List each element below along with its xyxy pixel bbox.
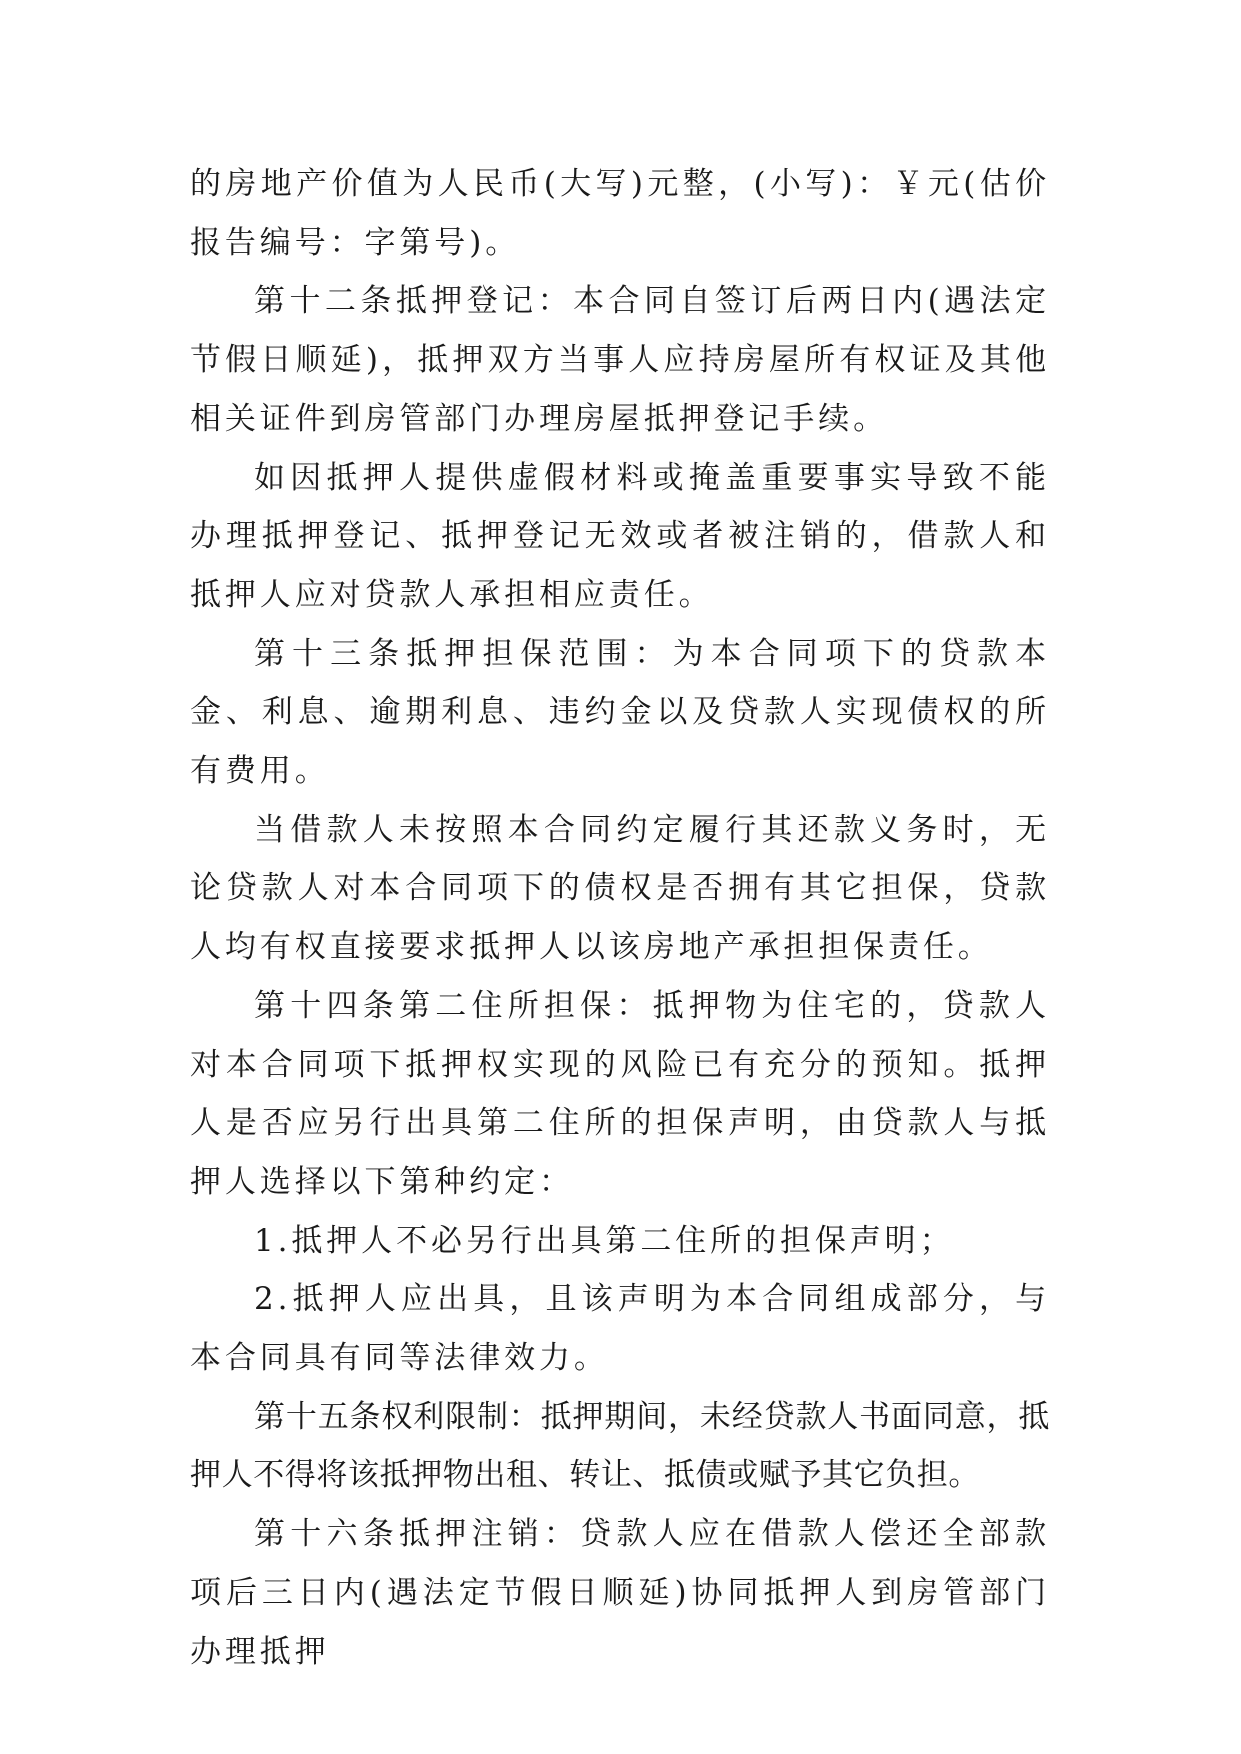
list-item-option-1: 1.抵押人不必另行出具第二住所的担保声明； [254,1222,955,1259]
paragraph-direct-claim: 当借款人未按照本合同约定履行其还款义务时，无论贷款人对本合同项下的债权是否拥有其它担保，贷款人均有权直接要求抵押人以该房地产承担担保责任。 [190,811,1050,966]
list-item-option-2: 2.抵押人应出具，且该声明为本合同组成部分，与本合同具有同等法律效力。 [190,1281,1050,1377]
paragraph-valuation: 的房地产价值为人民币(大写)元整，(小写)：￥元(估价报告编号：字第号)。 [190,166,1050,261]
paragraph-article-12: 第十二条抵押登记：本合同自签订后两日内(遇法定节假日顺延)，抵押双方当事人应持房屋所有权证及其他相关证件到房管部门办理房屋抵押登记手续。 [190,283,1050,437]
paragraph-article-14: 第十四条第二住所担保：抵押物为住宅的，贷款人对本合同项下抵押权实现的风险已有充分的预知。抵押人是否应另行出具第二住所的担保声明，由贷款人与抵押人选择以下第种约定： [190,987,1050,1200]
paragraph-article-13: 第十三条抵押担保范围：为本合同项下的贷款本金、利息、逾期利息、违约金以及贷款人实现债权的所有费用。 [190,635,1050,790]
paragraph-article-16: 第十六条抵押注销：贷款人应在借款人偿还全部款项后三日内(遇法定节假日顺延)协同抵押人到房管部门办理抵押 [190,1516,1050,1670]
paragraph-registration-liability: 如因抵押人提供虚假材料或掩盖重要事实导致不能办理抵押登记、抵押登记无效或者被注销的，借款人和抵押人应对贷款人承担相应责任。 [190,459,1050,613]
document-page [190,155,1050,1681]
paragraph-article-15: 第十五条权利限制：抵押期间，未经贷款人书面同意，抵押人不得将该抵押物出租、转让、抵债或赋予其它负担。 [190,1398,1050,1494]
